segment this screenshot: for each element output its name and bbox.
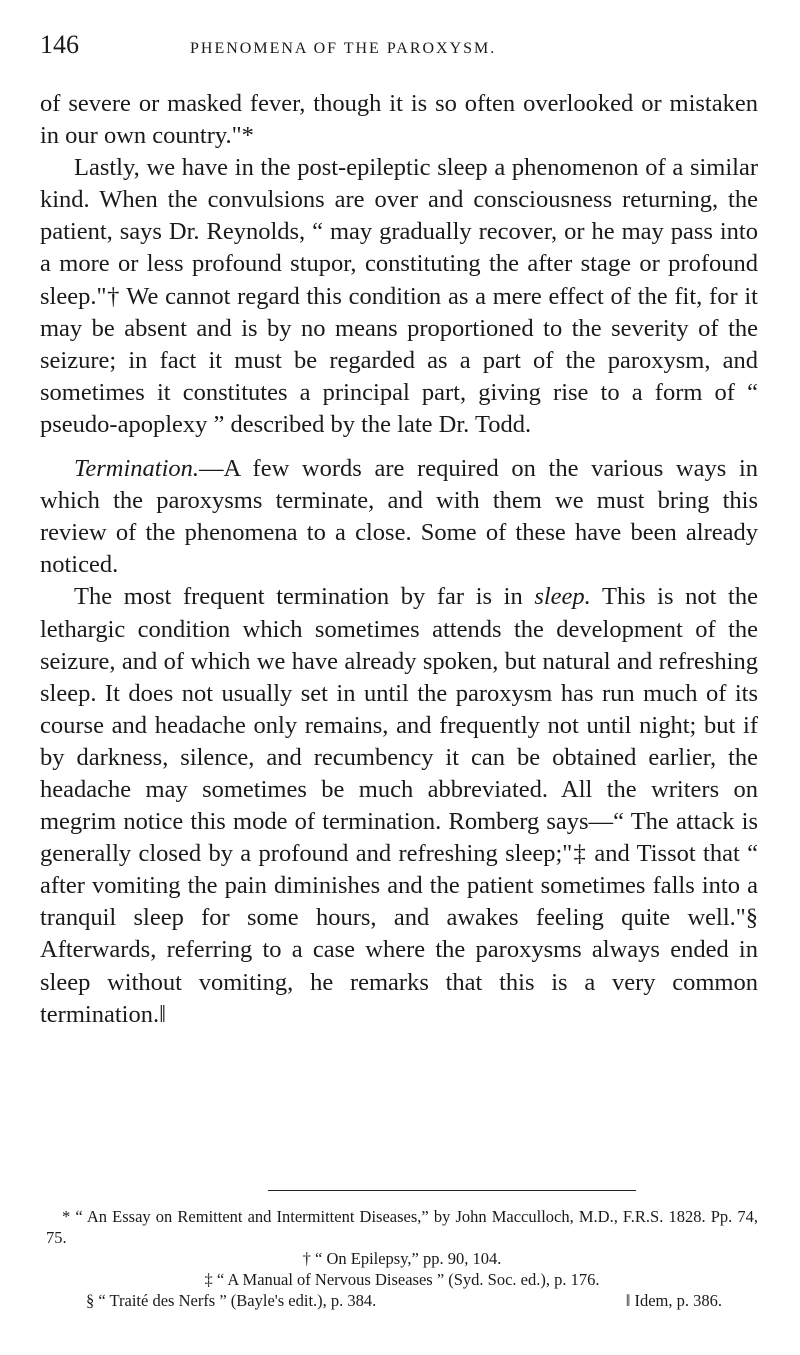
- footnote-row: [46, 1290, 758, 1311]
- footnote-5: ‖ Idem, p. 386.: [625, 1291, 722, 1310]
- paragraph-termination-text: —A few words are required on the various ways in which the paroxysms terminate, and with them we must bring this review of the phenomena to a close. Some of these have been already noticed.: [40, 455, 758, 579]
- footnotes: [46, 1206, 758, 1311]
- paragraph-termination: [40, 453, 758, 581]
- footnote-2: † “ On Epilepsy,” pp. 90, 104.: [302, 1249, 502, 1268]
- body-text: [40, 88, 758, 1031]
- section-heading-termination: Termination.: [74, 455, 200, 483]
- footnote-1: * “ An Essay on Remittent and Intermittent Diseases,” by John Macculloch, M.D., F.R.S. 1828. Pp. 74, 75.: [46, 1207, 758, 1247]
- italic-sleep: sleep.: [534, 583, 591, 611]
- footnote-divider: [268, 1190, 636, 1191]
- running-head: PHENOMENA OF THE PAROXYSM.: [190, 40, 497, 57]
- paragraph-sleep-text-a: The most frequent termination by far is in: [74, 583, 535, 611]
- page-header: [40, 30, 758, 70]
- paragraph-sleep-termination: [40, 581, 758, 1030]
- paragraph-sleep-text-b: This is not the lethargic condition which sometimes attends the development of the seizure, and of which we have already spoken, but natural and refreshing sleep. It does not usually set in until the paroxysm has run much of its course and headache only remains, and frequently not until night; but if by darkness, silence, and recumbency it can be obtained earlier, the headache may sometimes be much abbreviated. All the writers on megrim notice this mode of termination. Romberg says—“ The attack is generally closed by a profound and refreshing sleep;"‡ and Tissot that “ after vomiting the pain diminishes and the patient sometimes falls into a tranquil sleep for some hours, and awakes feeling quite well."§ Afterwards, referring to a case where the paroxysms always ended in sleep without vomiting, he remarks that this is a very common termination.‖: [40, 583, 758, 1028]
- page-number: 146: [40, 30, 79, 59]
- paragraph-post-epileptic-sleep: Lastly, we have in the post-epileptic sleep a phenomenon of a similar kind. When the convulsions are over and consciousness returning, the patient, says Dr. Reynolds, “ may gradually recover, or he may pass into a more or less profound stupor, constituting the after stage or profound sleep."† We cannot regard this condition as a mere effect of the fit, for it may be absent and is by no means proportioned to the severity of the seizure; in fact it must be regarded as a part of the paroxysm, and sometimes it constitutes a principal part, giving rise to a form of “ pseudo-apoplexy ” described by the late Dr. Todd.: [40, 154, 758, 438]
- footnote-3: ‡ “ A Manual of Nervous Diseases ” (Syd. Soc. ed.), p. 176.: [204, 1270, 600, 1289]
- footnote-4: § “ Traité des Nerfs ” (Bayle's edit.), p. 384.: [86, 1291, 377, 1310]
- paragraph-continuation: of severe or masked fever, though it is so often overlooked or mistaken in our own country."*: [40, 90, 758, 150]
